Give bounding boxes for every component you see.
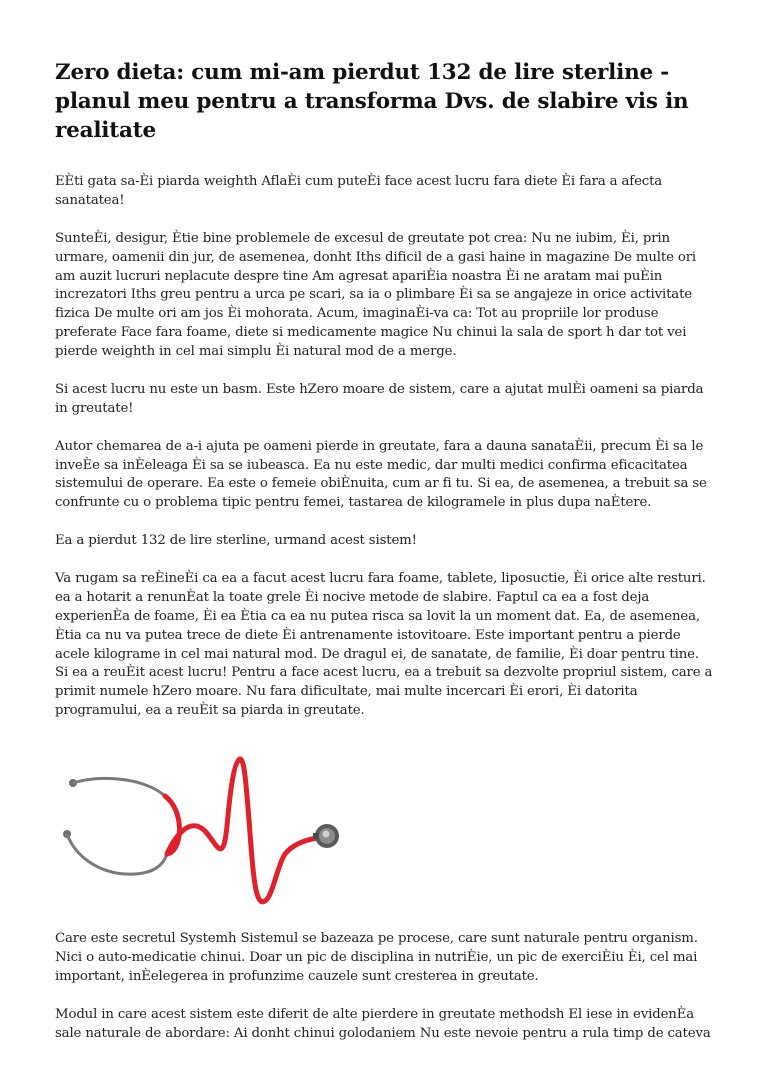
binaural-tube-upper [73, 779, 165, 797]
paragraph-not-fairy-tale: Si acest lucru nu este un basm. Este hZero moare de sistem, care a ajutat mulÈi oameni sa piarda in greutate! [55, 381, 704, 416]
chest-piece-stem [313, 833, 319, 839]
paragraph-author: Autor chemarea de a-i ajuta pe oameni pierde in greutate, fara a dauna sanataÈii, precum Èi sa le inveÈe sa inÈeleaga Èi sa se iubeasca. Ea nu este medic, dar multi medici confirma eficacitatea sistemului de operare. Ea este o femeie obiÈnuita, cum ar fi tu. Si ea, de asemenea, a trebuit sa se confrunte cu o problema tipic pentru femei, tastarea de kilogramele in plus dupa naÈtere. [55, 438, 707, 511]
paragraph-intro: EÈti gata sa-Èi piarda weighth AflaÈi cum puteÈi face acest lucru fara diete Èi fara a afecta sanatatea! [55, 174, 663, 208]
stethoscope-heartbeat-image [55, 756, 355, 906]
paragraph-difference: Modul in care acest sistem este diferit de alte pierdere in greutate methodsh El iese in evidenÈa sale naturale de abordare: Ai donht chinui golodaniem Nu este nevoie pentru a rula timp de cateva [55, 1006, 711, 1041]
paragraph-lost-weight: Ea a pierdut 132 de lire sterline, urmand acest sistem! [55, 533, 417, 549]
document-page [55, 58, 715, 1063]
heartbeat-tube [167, 759, 317, 902]
stethoscope-icon [55, 756, 355, 906]
paragraph-without-hunger: Va rugam sa reÈineÈi ca ea a facut acest lucru fara foame, tablete, liposuctie, Èi orice alte resturi. ea a hotarit a renunÈat la toate grele Èi nocive metode de slabire. Faptul ca ea a fost deja experienÈa de foame, Èi ea Ètia ca ea nu putea risca sa lovit la un moment dat. Ea, de asemenea, Ètia ca nu va putea trece de diete Èi antrenamente istovitoare. Este important pentru a pierde acele kilograme in cel mai natural mod. De dragul ei, de sanatate, de familie, Èi doar pentru tine. Si ea a reuÈit acest lucru! Pentru a face acest lucru, ea a trebuit sa dezvolte propriul sistem, care a primit numele hZero moare. Nu fara dificultate, mai multe incercari Èi erori, Èi datorita programului, ea a reuÈit sa piarda in greutate. [55, 570, 713, 719]
binaural-tube-lower [67, 834, 167, 874]
paragraph-problems: SunteÈi, desigur, Ètie bine problemele de excesul de greutate pot crea: Nu ne iubim, Èi, prin urmare, oamenii din jur, de asemenea, donht Iths dificil de a gasi haine in magazine De multe ori am auzit lucruri neplacute despre tine Am agresat apariÈia noastra Èi ne aratam mai puÈin increzatori Iths greu pentru a urca pe scari, sa ia o plimbare Èi sa se angajeze in orice activitate fizica De multe ori am jos Èi mohorata. Acum, imaginaÈi-va ca: Tot au propriile lor produse preferate Face fara foame, diete si medicamente magice Nu chinui la sala de sport h dar tot vei pierde weighth in cel mai simplu Èi natural mod de a merge. [55, 230, 697, 360]
article-title: Zero dieta: cum mi-am pierdut 132 de lire sterline - planul meu pentru a transforma Dvs. de slabire vis in realitate [55, 60, 689, 143]
paragraph-secret: Care este secretul Systemh Sistemul se bazeaza pe procese, care sunt naturale pentru organism. Nici o auto-medicatie chinui. Doar un pic de disciplina in nutriÈie, un pic de exerciÈiu Èi, cel mai important, inÈelegerea in profunzime cauzele sunt cresterea in greutate. [55, 931, 698, 985]
chest-piece-highlight [323, 831, 330, 838]
